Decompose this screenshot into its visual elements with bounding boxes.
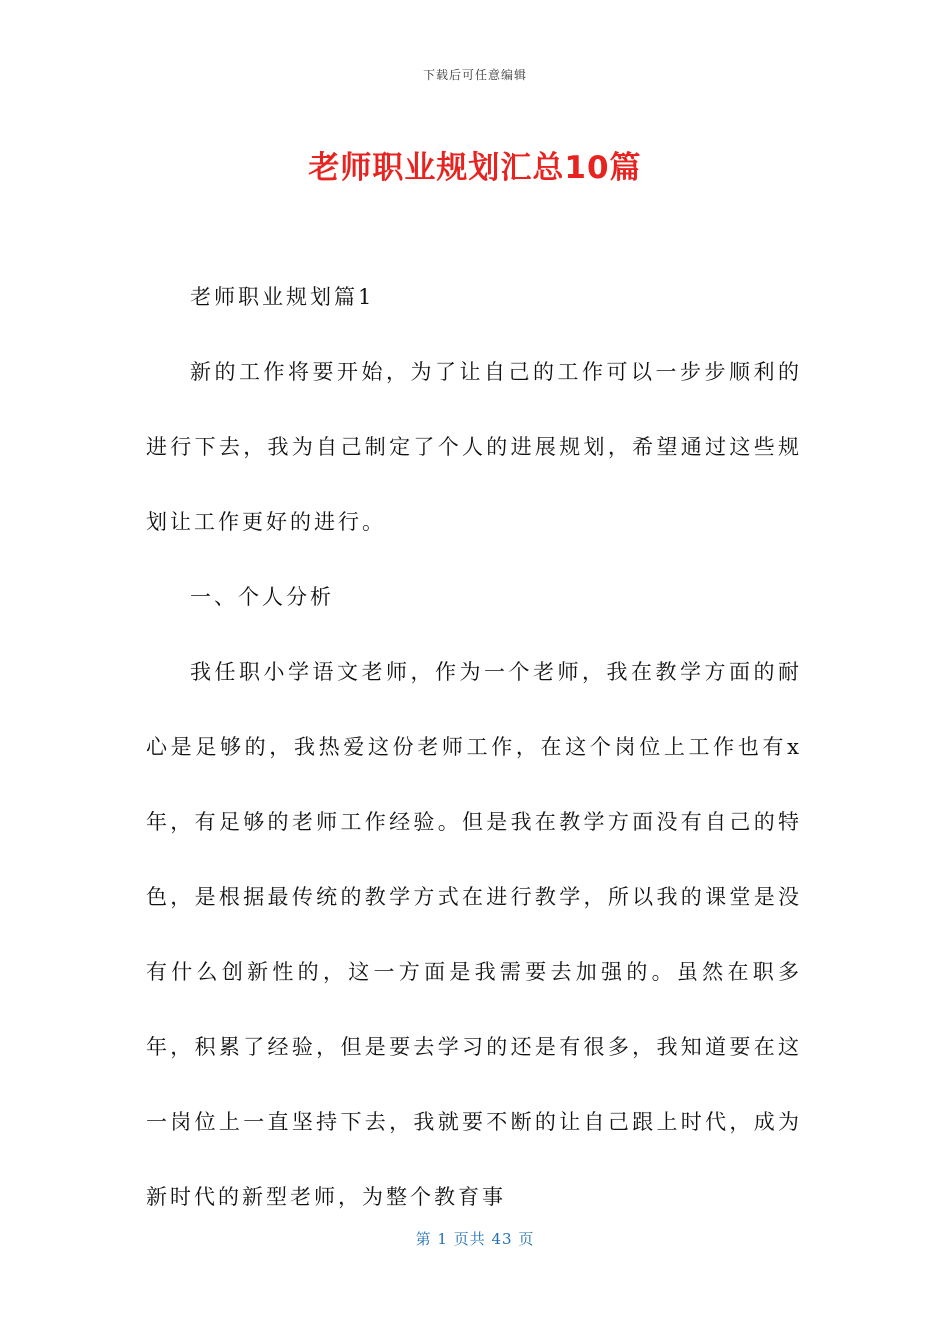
- page-number-footer: 第 1 页共 43 页: [415, 1230, 535, 1248]
- analysis-paragraph: 我任职小学语文老师，作为一个老师，我在教学方面的耐心是足够的，我热爱这份老师工作，在这个岗位上工作也有x年，有足够的老师工作经验。但是我在教学方面没有自己的特色，是根据最传统的教学方式在进行教学，所以我的课堂是没有什么创新性的，这一方面是我需要去加强的。虽然在职多年，积累了经验，但是要去学习的还是有很多，我知道要在这一岗位上一直坚持下去，我就要不断的让自己跟上时代，成为新时代的新型老师，为整个教育事: [146, 660, 802, 1209]
- document-title: 老师职业规划汇总10篇: [308, 150, 642, 186]
- intro-paragraph: 新的工作将要开始，为了让自己的工作可以一步步顺利的进行下去，我为自己制定了个人的进展规划，希望通过这些规划让工作更好的进行。: [146, 360, 802, 534]
- subheading-personal-analysis: 一、个人分析: [190, 585, 334, 609]
- header-note: 下载后可任意编辑: [422, 68, 527, 82]
- section-title: 老师职业规划篇1: [190, 285, 375, 309]
- document-body-analysis: [146, 560, 802, 1235]
- document-body-intro: [146, 260, 802, 560]
